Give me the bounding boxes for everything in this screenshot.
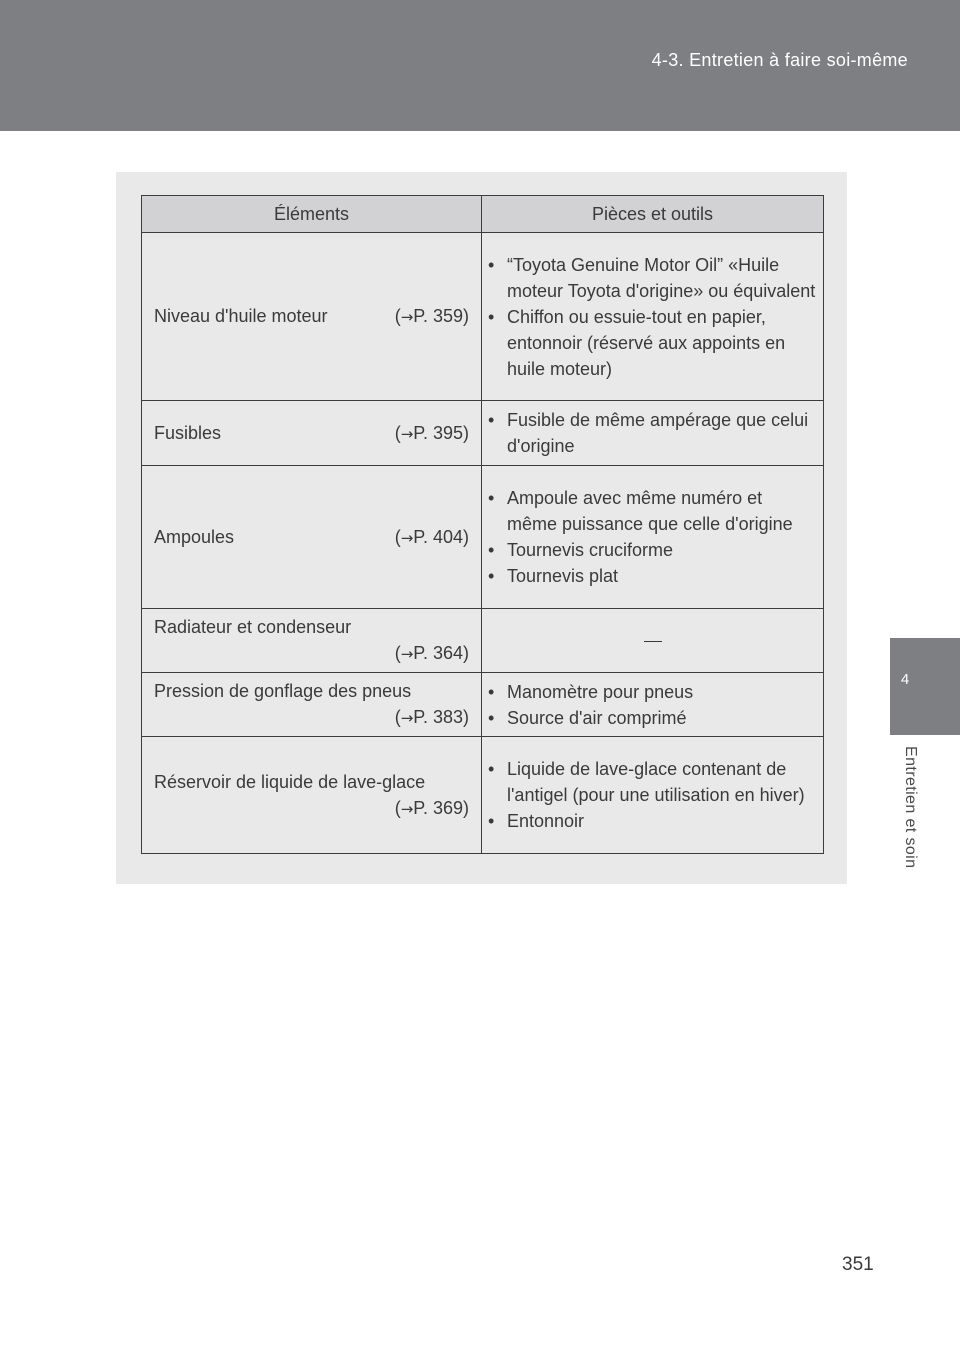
chapter-number: 4 (900, 671, 910, 688)
arrow-right-icon: → (400, 799, 414, 818)
item-name: Pression de gonflage des pneus (154, 681, 412, 701)
list-item: • Ampoule avec même numéro et même puissance que celle d'origine (488, 485, 817, 537)
item-name: Niveau d'huile moteur (154, 306, 328, 326)
table-row (142, 401, 824, 466)
list-item: • Manomètre pour pneus (488, 679, 817, 705)
arrow-right-icon: → (400, 424, 414, 443)
page-number: 351 (842, 1254, 874, 1275)
tools-cell (482, 737, 824, 854)
item-name: Radiateur et condenseur (154, 617, 352, 637)
tools-cell (482, 401, 824, 466)
list-item: • Liquide de lave-glace contenant de l'antigel (pour une utilisation en hiver) (488, 756, 817, 808)
arrow-right-icon: → (400, 645, 414, 663)
list-item: • Chiffon ou essuie-tout en papier, entonnoir (réservé aux appoints en huile moteur) (488, 304, 817, 382)
item-cell (142, 401, 482, 466)
page-reference: (→P. 369) (394, 797, 469, 818)
list-item: • Entonnoir (488, 808, 817, 834)
table-row (142, 466, 824, 609)
item-cell (142, 609, 482, 673)
chapter-label: Entretien et soin (902, 746, 919, 869)
item-name: Ampoules (154, 526, 235, 547)
item-cell (142, 673, 482, 737)
table-header-row (142, 196, 824, 233)
page-reference: (→P. 359) (394, 306, 469, 326)
table-row (142, 233, 824, 401)
tools-cell (482, 609, 824, 673)
list-item: • Source d'air comprimé (488, 705, 817, 731)
list-item: • Tournevis plat (488, 563, 817, 589)
section-title: 4-3. Entretien à faire soi-même (651, 50, 908, 70)
item-name: Réservoir de liquide de lave-glace (154, 771, 426, 792)
column-header-items: Éléments (142, 196, 482, 233)
page-reference: (→P. 404) (394, 526, 469, 547)
table-row (142, 737, 824, 854)
tools-cell (482, 233, 824, 401)
column-header-tools: Pièces et outils (482, 196, 824, 233)
tools-cell (482, 673, 824, 737)
table-row (142, 673, 824, 737)
page-reference: (→P. 383) (394, 707, 469, 727)
table-row (142, 609, 824, 673)
list-item: • Tournevis cruciforme (488, 537, 817, 563)
not-applicable-dash (644, 641, 662, 642)
page-reference: (→P. 395) (394, 422, 469, 443)
arrow-right-icon: → (400, 709, 414, 727)
chapter-tab (890, 638, 960, 735)
page-reference: (→P. 364) (394, 643, 469, 663)
header-band (0, 0, 960, 131)
item-cell (142, 737, 482, 854)
list-item: • “Toyota Genuine Motor Oil” «Huile moteur Toyota d'origine» ou équivalent (488, 252, 817, 304)
arrow-right-icon: → (400, 308, 414, 326)
tools-cell (482, 466, 824, 609)
item-cell (142, 466, 482, 609)
arrow-right-icon: → (400, 528, 414, 547)
item-cell (142, 233, 482, 401)
parts-tools-table (141, 195, 824, 854)
list-item: • Fusible de même ampérage que celui d'origine (488, 407, 817, 459)
item-name: Fusibles (154, 422, 222, 443)
